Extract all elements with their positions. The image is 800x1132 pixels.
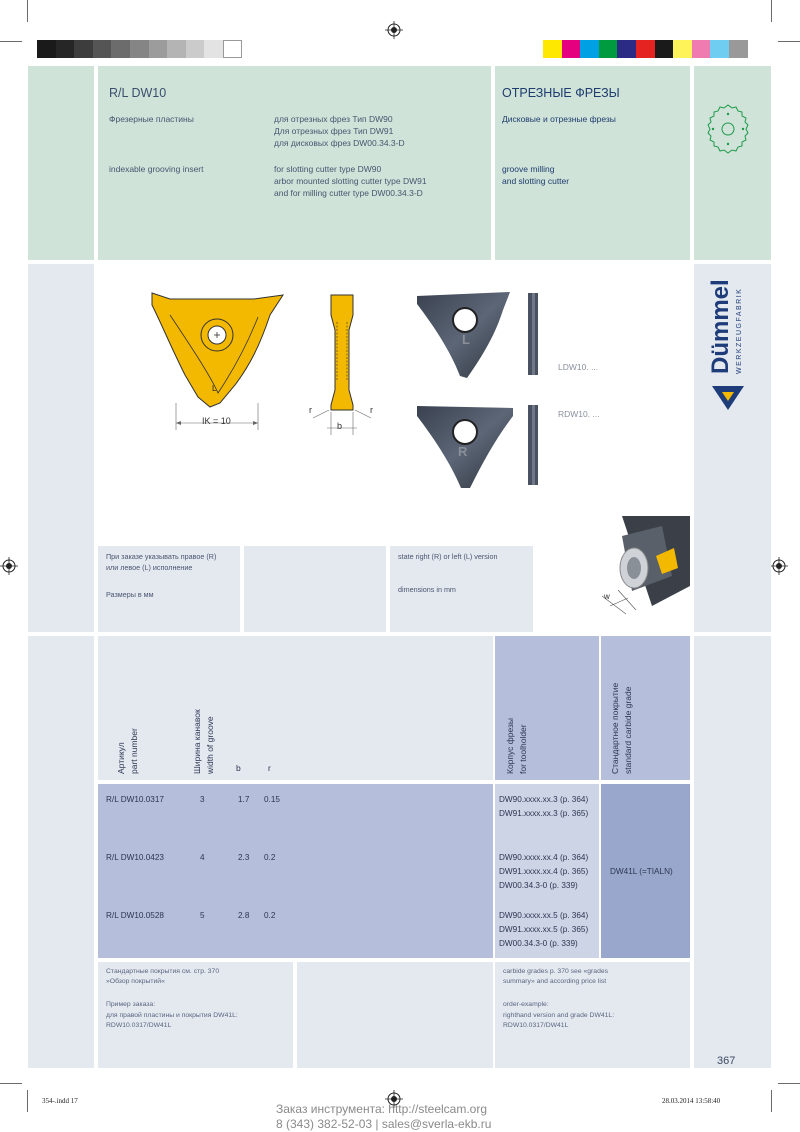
col-grade-en: standard carbide grade (623, 686, 633, 774)
table-body-main (98, 784, 493, 958)
dim-r-right: r (370, 405, 373, 415)
desc-ru-label: Фрезерные пластины (109, 114, 194, 124)
photo-label-r-letter: R (458, 444, 468, 459)
note-box-mid (244, 546, 386, 632)
desc-en-1: for slotting cutter type DW90 (274, 164, 382, 174)
footer-en-1: carbide grades p. 370 see «grades (503, 968, 609, 975)
dim-ik: IK = 10 (202, 416, 231, 426)
col-b: b (236, 763, 241, 773)
dim-w: w (604, 592, 610, 601)
registration-mark-left (0, 557, 18, 575)
header-icon-panel (694, 66, 771, 260)
table-right-strip (694, 636, 771, 1068)
drawing-label-l: L (212, 384, 217, 393)
color-bar (543, 20, 753, 40)
print-date: 28.03.2014 13:58:40 (662, 1097, 721, 1105)
header-left-strip (28, 66, 94, 260)
note-ru-1: При заказе указывать правое (R) (106, 552, 217, 561)
photo-label-l-letter: L (462, 332, 470, 347)
row-holder: DW91.xxxx.xx.5 (p. 365) (499, 925, 589, 934)
contact-line-2: 8 (343) 382-52-03 | sales@sverla-ekb.ru (276, 1117, 492, 1131)
category-en-2: and slotting cutter (502, 176, 570, 186)
footer-ru-2: »Обзор покрытий« (106, 978, 165, 985)
footer-ru-4: для правой пластины и покрытия DW41L: (106, 1012, 238, 1019)
row-r: 0.2 (264, 911, 276, 920)
brand-name: Dümmel (707, 279, 734, 374)
crop-mark (771, 1090, 772, 1112)
photo-label-l: LDW10. ... (558, 362, 599, 372)
crop-mark (771, 0, 772, 22)
col-r: r (268, 763, 271, 773)
row-article: R/L DW10.0528 (106, 911, 164, 920)
footer-ru-5: RDW10.0317/DW41L (106, 1022, 172, 1029)
desc-en-3: and for milling cutter type DW00.34.3-D (274, 188, 423, 198)
saw-blade-icon (701, 102, 755, 156)
row-b: 2.8 (238, 911, 250, 920)
col-width-en: width of groove (205, 716, 215, 774)
insert-photo-r-side (526, 405, 540, 485)
row-holder: DW00.34.3-0 (p. 339) (499, 939, 578, 948)
col-article-en: part number (129, 728, 139, 774)
crop-mark (0, 41, 22, 42)
col-width-ru: Ширина канавок (192, 709, 202, 774)
desc-ru-2: Для отрезных фрез Тип DW91 (274, 126, 394, 136)
crop-mark (778, 41, 800, 42)
note-ru-3: Размеры в мм (106, 590, 154, 599)
col-holder-ru: Корпус фрезы (505, 717, 515, 774)
desc-en-2: arbor mounted slotting cutter type DW91 (274, 176, 427, 186)
footer-note-mid (297, 962, 493, 1068)
brand-sub: WERKZEUGFABRIK (736, 287, 743, 374)
drawing-left-strip (28, 264, 94, 632)
row-b: 1.7 (238, 795, 250, 804)
note-ru-2: или левое (L) исполнение (106, 563, 193, 572)
crop-mark (27, 0, 28, 22)
grayscale-bar (37, 20, 245, 40)
row-article: R/L DW10.0423 (106, 853, 164, 862)
col-grade-ru: Стандартное покрытие (610, 682, 620, 774)
dim-b: b (337, 421, 343, 431)
registration-mark-right (770, 557, 788, 575)
row-r: 0.2 (264, 853, 276, 862)
desc-ru-3: для дисковых фрез DW00.34.3-D (274, 138, 405, 148)
grade-value: DW41L (=TIALN) (610, 867, 673, 876)
row-width: 3 (200, 795, 205, 804)
category-en-1: groove milling (502, 164, 555, 174)
registration-mark-top (385, 21, 403, 39)
row-holder: DW91.xxxx.xx.3 (p. 365) (499, 809, 589, 818)
table-header-main (98, 636, 493, 780)
insert-photo-l-side (526, 293, 540, 375)
row-holder: DW90.xxxx.xx.4 (p. 364) (499, 853, 589, 862)
row-holder: DW90.xxxx.xx.5 (p. 364) (499, 911, 589, 920)
row-width: 5 (200, 911, 205, 920)
table-left-strip (28, 636, 94, 1068)
row-article: R/L DW10.0317 (106, 795, 164, 804)
row-holder: DW90.xxxx.xx.3 (p. 364) (499, 795, 589, 804)
crop-mark (778, 1083, 800, 1084)
category-sub: Дисковые и отрезные фрезы (502, 114, 616, 124)
row-holder: DW91.xxxx.xx.4 (p. 365) (499, 867, 589, 876)
row-width: 4 (200, 853, 205, 862)
footer-en-4: righthand version and grade DW41L: (503, 1012, 615, 1019)
desc-en-label: indexable grooving insert (109, 164, 204, 174)
category-title: ОТРЕЗНЫЕ ФРЕЗЫ (502, 86, 620, 100)
footer-ru-3: Пример заказа: (106, 1001, 156, 1008)
insert-side-drawing (305, 290, 380, 440)
footer-en-2: summary» and according price list (503, 978, 607, 985)
page-title: R/L DW10 (109, 86, 167, 100)
note-en-1: state right (R) or left (L) version (398, 552, 498, 561)
footer-en-5: RDW10.0317/DW41L (503, 1022, 569, 1029)
footer-ru-1: Стандартные покрытия см. стр. 370 (106, 968, 220, 975)
row-r: 0.15 (264, 795, 280, 804)
brand-logo-icon (710, 382, 746, 412)
print-file: 354-.indd 17 (42, 1097, 78, 1105)
col-article-ru: Артикул (116, 742, 126, 774)
desc-ru-1: для отрезных фрез Тип DW90 (274, 114, 393, 124)
col-holder-en: for toolholder (518, 724, 528, 774)
footer-en-3: order-example: (503, 1001, 549, 1008)
insert-technical-drawing (140, 285, 290, 435)
page-number: 367 (717, 1055, 736, 1067)
contact-line-1: Заказ инструмента: http://steelcam.org (276, 1102, 488, 1116)
crop-mark (27, 1090, 28, 1112)
dim-r-left: r (309, 405, 312, 415)
cutter-in-use-illustration (592, 516, 690, 628)
note-en-2: dimensions in mm (398, 585, 456, 594)
photo-label-r: RDW10. ... (558, 409, 600, 419)
row-holder: DW00.34.3-0 (p. 339) (499, 881, 578, 890)
crop-mark (0, 1083, 22, 1084)
row-b: 2.3 (238, 853, 250, 862)
